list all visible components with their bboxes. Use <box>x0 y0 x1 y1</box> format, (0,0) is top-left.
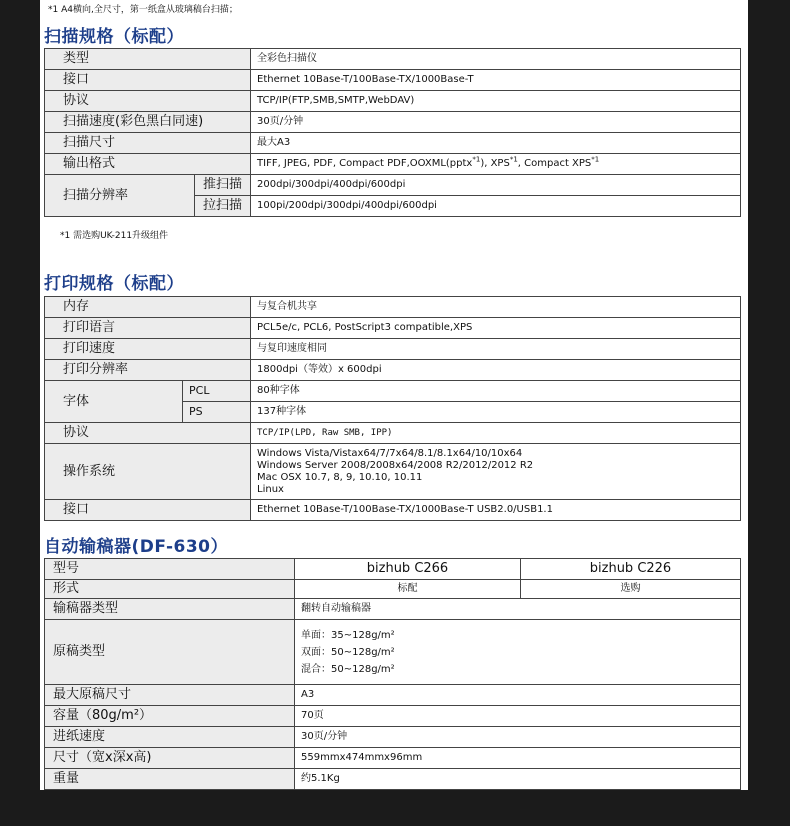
print-os-label: 操作系统 <box>45 444 251 500</box>
scan-resolution-label: 扫描分辨率 <box>45 175 195 217</box>
table-row <box>45 423 741 444</box>
table-row <box>45 360 741 381</box>
table-row <box>45 559 741 580</box>
table-row <box>45 154 741 175</box>
table-row <box>45 381 741 402</box>
os-line: Windows Server 2008/2008x64/2008 R2/2012/2012 R2 <box>257 459 534 471</box>
adf-weight-label: 重量 <box>45 769 295 790</box>
print-language-value: PCL5e/c, PCL6, PostScript3 compatible,XPS <box>251 318 741 339</box>
scan-size-label: 扫描尺寸 <box>45 133 251 154</box>
adf-feed-speed-label: 进纸速度 <box>45 727 295 748</box>
table-row <box>45 748 741 769</box>
print-resolution-label: 打印分辨率 <box>45 360 251 381</box>
adf-model-c266: bizhub C266 <box>295 559 521 580</box>
table-row <box>45 175 741 196</box>
table-row <box>45 769 741 790</box>
scan-speed-value: 30页/分钟 <box>251 112 741 133</box>
table-row <box>45 339 741 360</box>
print-speed-value: 与复印速度相同 <box>251 339 741 360</box>
scan-speed-label: 扫描速度(彩色黑白同速) <box>45 112 251 133</box>
scan-footnote: *1 需选购UK-211升级组件 <box>60 231 169 241</box>
adf-feeder-type-label: 输稿器类型 <box>45 599 295 620</box>
spec-sheet <box>40 0 748 790</box>
print-protocol-label: 协议 <box>45 423 251 444</box>
print-interface-label: 接口 <box>45 500 251 521</box>
ps-value: 137种字体 <box>251 402 741 423</box>
format-text-c: , Compact XPS <box>517 158 592 169</box>
scan-format-value <box>251 154 741 175</box>
print-protocol-value: TCP/IP(LPD, Raw SMB, IPP) <box>251 423 741 444</box>
table-row <box>45 133 741 154</box>
adf-max-size-value: A3 <box>295 685 741 706</box>
print-speed-label: 打印速度 <box>45 339 251 360</box>
table-row <box>45 727 741 748</box>
scan-interface-label: 接口 <box>45 70 251 91</box>
adf-feed-speed-value: 30页/分钟 <box>295 727 741 748</box>
original-type-line: 双面：50~128g/m² <box>301 646 395 658</box>
table-row <box>45 599 741 620</box>
table-row <box>45 620 741 685</box>
table-row <box>45 444 741 500</box>
table-row <box>45 70 741 91</box>
adf-form-c266: 标配 <box>295 580 521 599</box>
adf-dimensions-value: 559mmx474mmx96mm <box>295 748 741 769</box>
original-type-line: 混合：50~128g/m² <box>301 663 395 675</box>
scan-interface-value: Ethernet 10Base-T/100Base-TX/1000Base-T <box>251 70 741 91</box>
table-row <box>45 91 741 112</box>
pull-scan-value: 100pi/200dpi/300dpi/400dpi/600dpi <box>251 196 741 217</box>
table-row <box>45 49 741 70</box>
pull-scan-label: 拉扫描 <box>195 196 251 217</box>
scan-spec-title: 扫描规格（标配） <box>44 27 184 47</box>
adf-weight-value: 约5.1Kg <box>295 769 741 790</box>
os-line: Mac OSX 10.7, 8, 9, 10.10, 10.11 <box>257 471 423 483</box>
print-spec-title: 打印规格（标配） <box>44 274 184 294</box>
push-scan-label: 推扫描 <box>195 175 251 196</box>
table-row <box>45 112 741 133</box>
scan-protocol-label: 协议 <box>45 91 251 112</box>
os-line: Windows Vista/Vistax64/7/7x64/8.1/8.1x64/10/10x64 <box>257 447 523 459</box>
print-memory-value: 与复合机共享 <box>251 297 741 318</box>
scan-protocol-value: TCP/IP(FTP,SMB,SMTP,WebDAV) <box>251 91 741 112</box>
table-row <box>45 500 741 521</box>
adf-feeder-type-value: 翻转自动输稿器 <box>295 599 741 620</box>
adf-max-size-label: 最大原稿尺寸 <box>45 685 295 706</box>
format-sup-2: *1 <box>509 155 518 164</box>
scan-format-label: 输出格式 <box>45 154 251 175</box>
format-sup-1: *1 <box>472 155 481 164</box>
adf-original-type-label: 原稿类型 <box>45 620 295 685</box>
table-row <box>45 685 741 706</box>
table-row <box>45 297 741 318</box>
adf-capacity-label: 容量（80g/m²） <box>45 706 295 727</box>
print-language-label: 打印语言 <box>45 318 251 339</box>
adf-model-c226: bizhub C226 <box>521 559 741 580</box>
ps-label: PS <box>183 402 251 423</box>
adf-model-label: 型号 <box>45 559 295 580</box>
scan-spec-table <box>44 48 741 217</box>
adf-original-type-value <box>295 620 741 685</box>
scan-type-value: 全彩色扫描仪 <box>251 49 741 70</box>
scan-type-label: 类型 <box>45 49 251 70</box>
original-type-line: 单面：35~128g/m² <box>301 629 395 641</box>
push-scan-value: 200dpi/300dpi/400dpi/600dpi <box>251 175 741 196</box>
format-sup-3: *1 <box>591 155 600 164</box>
format-text-a: TIFF, JPEG, PDF, Compact PDF,OOXML(pptx <box>257 158 473 169</box>
adf-capacity-value: 70页 <box>295 706 741 727</box>
scan-size-value: 最大A3 <box>251 133 741 154</box>
table-row <box>45 318 741 339</box>
table-row <box>45 580 741 599</box>
adf-dimensions-label: 尺寸（宽x深x高) <box>45 748 295 769</box>
print-interface-value: Ethernet 10Base-T/100Base-TX/1000Base-T USB2.0/USB1.1 <box>251 500 741 521</box>
os-line: Linux <box>257 483 284 495</box>
print-font-label: 字体 <box>45 381 183 423</box>
print-spec-table <box>44 296 741 521</box>
adf-spec-title: 自动输稿器(DF-630） <box>44 537 229 557</box>
print-resolution-value: 1800dpi（等效）x 600dpi <box>251 360 741 381</box>
pcl-value: 80种字体 <box>251 381 741 402</box>
format-text-b: ), XPS <box>480 158 510 169</box>
adf-form-c226: 选购 <box>521 580 741 599</box>
print-memory-label: 内存 <box>45 297 251 318</box>
print-os-value <box>251 444 741 500</box>
top-note: *1 A4横向,全尺寸，第一纸盒从玻璃稿台扫描； <box>48 5 238 15</box>
pcl-label: PCL <box>183 381 251 402</box>
table-row <box>45 706 741 727</box>
adf-form-label: 形式 <box>45 580 295 599</box>
adf-spec-table <box>44 558 741 790</box>
